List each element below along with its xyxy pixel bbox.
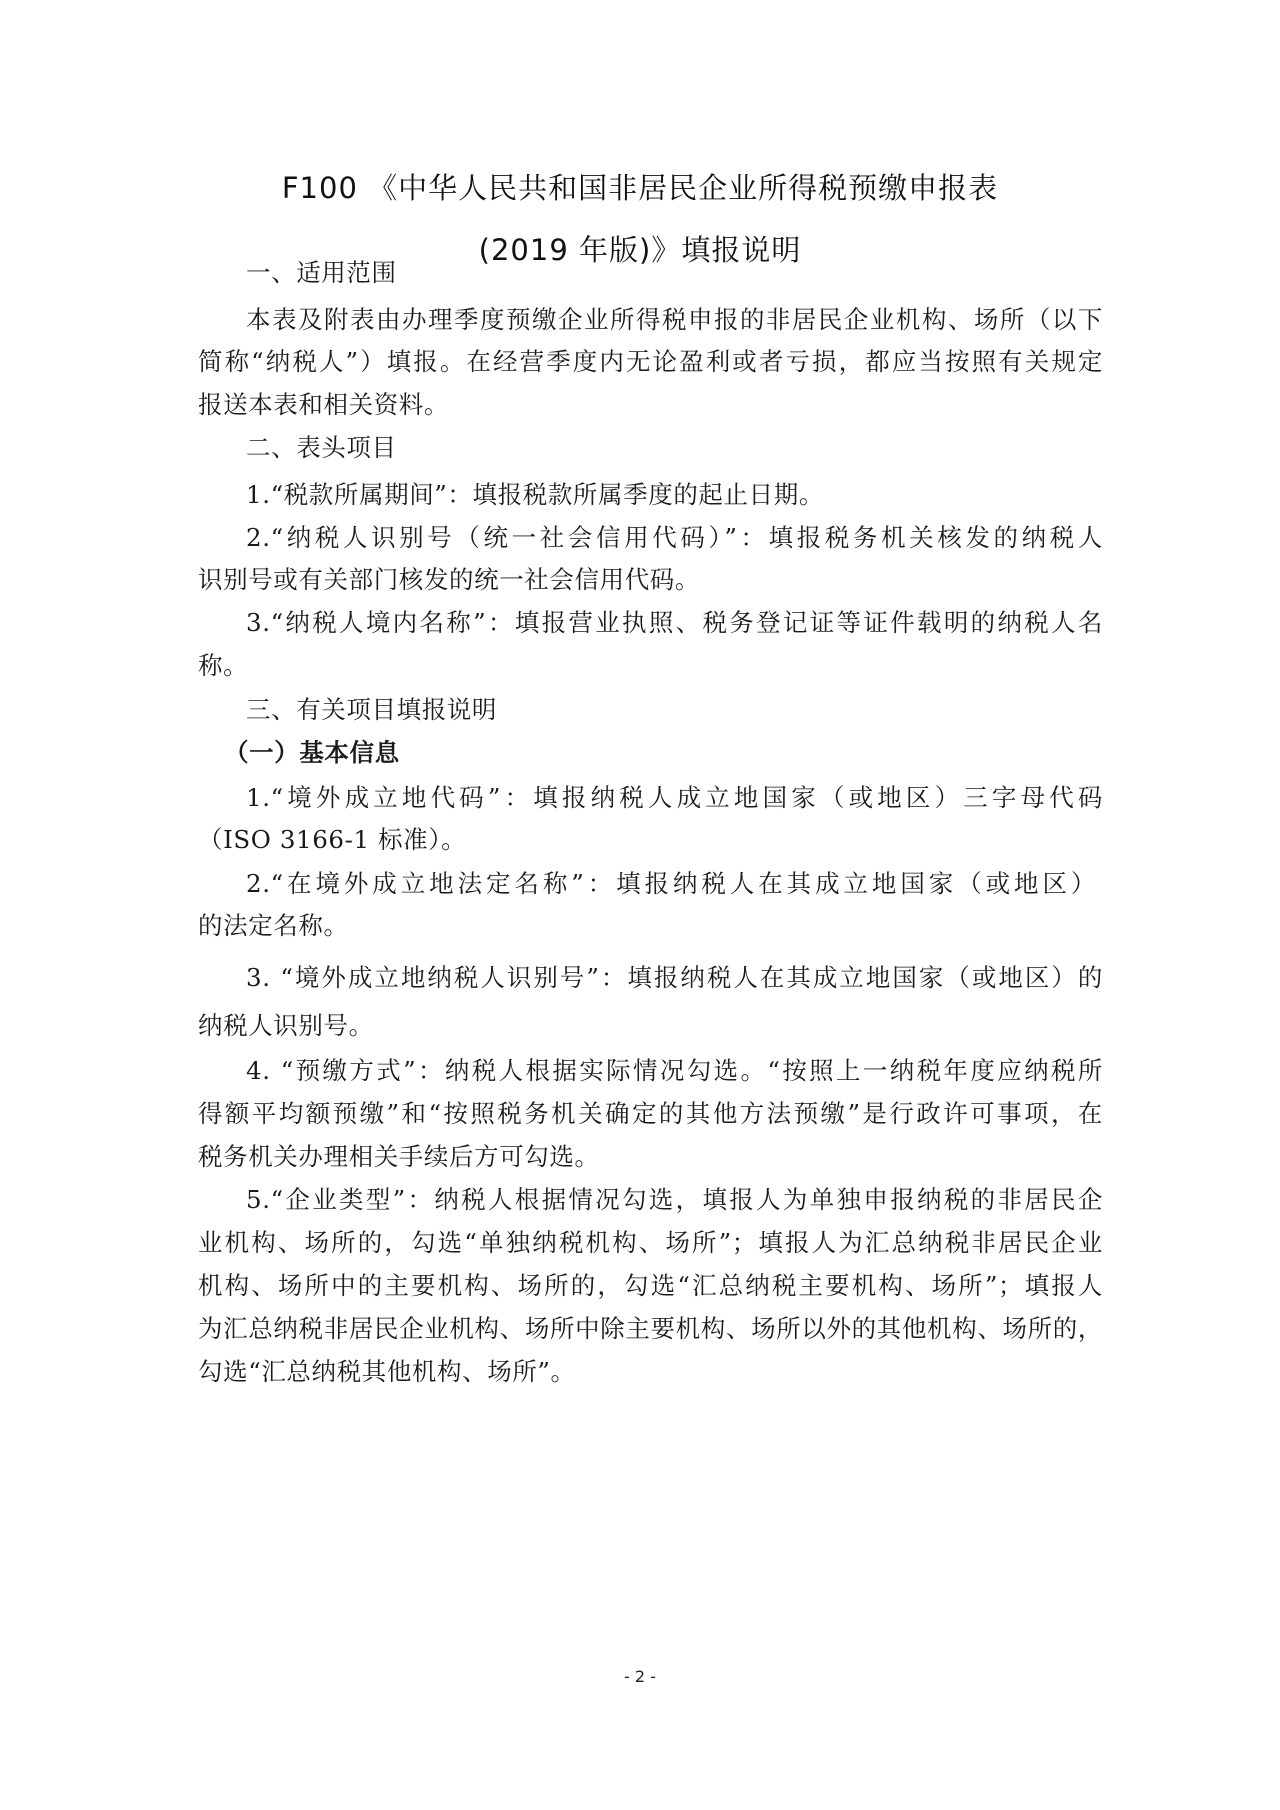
paragraph-line: 机构、场所中的主要机构、场所的，勾选“汇总纳税主要机构、场所”；填报人 (198, 1271, 1103, 1300)
subsection-heading-basic-info: （一）基本信息 (224, 738, 400, 767)
paragraph-line: 报送本表和相关资料。 (198, 390, 449, 419)
paragraph-line: 5.“企业类型”：纳税人根据情况勾选，填报人为单独申报纳税的非居民企 (246, 1185, 1103, 1214)
paragraph-line: 2.“纳税人识别号（统一社会信用代码）”：填报税务机关核发的纳税人 (246, 523, 1103, 552)
paragraph-line: 2.“在境外成立地法定名称”：填报纳税人在其成立地国家（或地区） (246, 869, 1096, 898)
paragraph-line: 3. “境外成立地纳税人识别号”：填报纳税人在其成立地国家（或地区）的 (246, 963, 1103, 992)
paragraph-line: 得额平均额预缴”和“按照税务机关确定的其他方法预缴”是行政许可事项，在 (198, 1099, 1103, 1128)
paragraph-line: 4. “预缴方式”：纳税人根据实际情况勾选。“按照上一纳税年度应纳税所 (246, 1056, 1103, 1085)
document-title-line-2: (2019 年版)》填报说明 (478, 233, 802, 267)
section-heading-item-instructions: 三、有关项目填报说明 (246, 695, 497, 724)
paragraph-line: 勾选“汇总纳税其他机构、场所”。 (198, 1357, 576, 1386)
paragraph-line: 业机构、场所的，勾选“单独纳税机构、场所”；填报人为汇总纳税非居民企业 (198, 1228, 1103, 1257)
paragraph-line: 称。 (198, 651, 249, 680)
paragraph-line: 本表及附表由办理季度预缴企业所得税申报的非居民企业机构、场所（以下 (246, 305, 1103, 334)
page-number: - 2 - (624, 1667, 656, 1686)
paragraph-line: 纳税人识别号。 (198, 1011, 374, 1040)
paragraph-line: 税务机关办理相关手续后方可勾选。 (198, 1142, 600, 1171)
paragraph-line: 1.“境外成立地代码”：填报纳税人成立地国家（或地区）三字母代码 (246, 783, 1103, 812)
paragraph-line: 简称“纳税人”）填报。在经营季度内无论盈利或者亏损，都应当按照有关规定 (198, 347, 1103, 376)
section-heading-header-items: 二、表头项目 (246, 433, 397, 462)
section-heading-scope: 一、适用范围 (246, 258, 397, 287)
document-title-line-1: F100 《中华人民共和国非居民企业所得税预缴申报表 (281, 171, 999, 205)
paragraph-line: 为汇总纳税非居民企业机构、场所中除主要机构、场所以外的其他机构、场所的， (198, 1314, 1103, 1343)
paragraph-line: 识别号或有关部门核发的统一社会信用代码。 (198, 565, 700, 594)
paragraph-line: （ISO 3166-1 标准）。 (198, 825, 467, 854)
paragraph-line: 的法定名称。 (198, 911, 349, 940)
paragraph-line: 1.“税款所属期间”：填报税款所属季度的起止日期。 (246, 480, 824, 509)
paragraph-line: 3.“纳税人境内名称”：填报营业执照、税务登记证等证件载明的纳税人名 (246, 608, 1103, 637)
